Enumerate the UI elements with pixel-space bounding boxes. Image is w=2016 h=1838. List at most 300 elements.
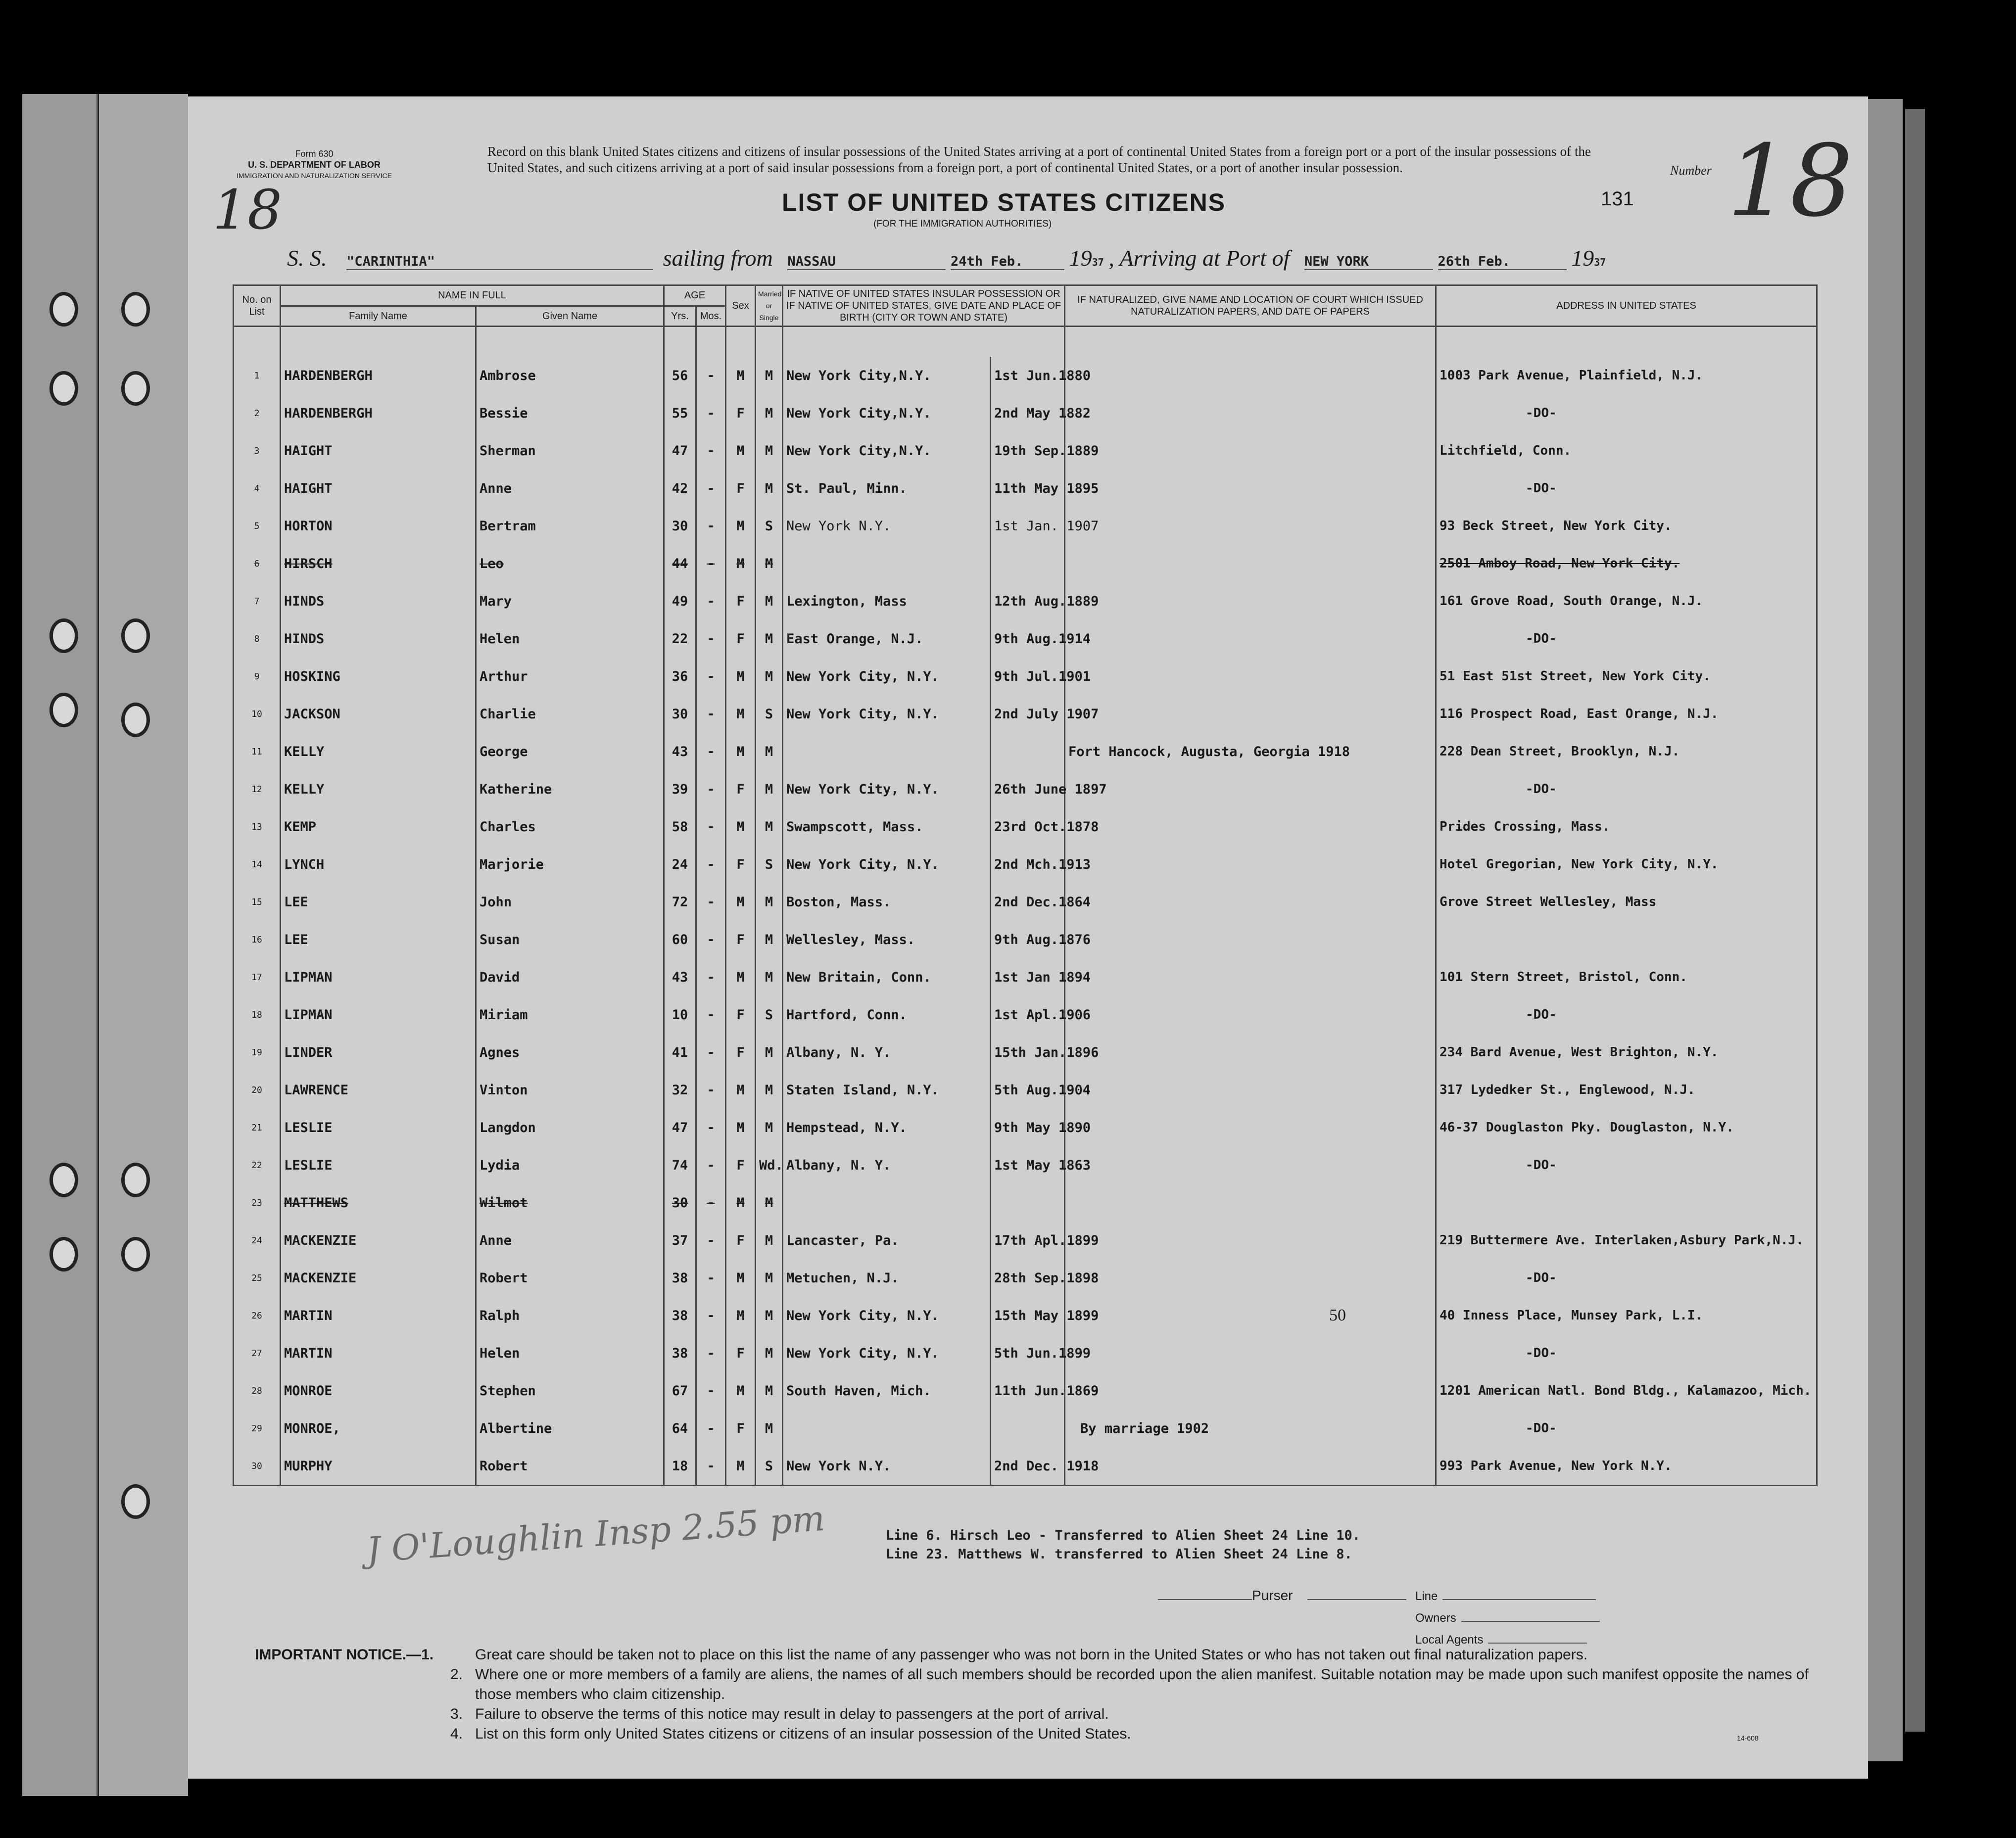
- given-name: Lydia: [476, 1146, 664, 1184]
- signature-lines: [1415, 1586, 1600, 1651]
- given-name: Albertine: [476, 1410, 664, 1447]
- birth-place: Hempstead, N.Y.: [783, 1109, 991, 1146]
- binder-hole: [49, 618, 78, 653]
- header-name-in-full: NAME IN FULL: [281, 285, 664, 306]
- row-no: 30: [234, 1447, 281, 1486]
- age-years: 47: [664, 432, 696, 470]
- sex: M: [726, 1297, 756, 1334]
- row-no: 28: [234, 1372, 281, 1410]
- age-months: -: [696, 545, 726, 582]
- table-row: [234, 958, 1817, 996]
- birth-place: Lexington, Mass: [783, 582, 991, 620]
- binder-hole: [121, 1484, 150, 1519]
- age-months: -: [696, 1297, 726, 1334]
- binder-hole: [121, 292, 150, 327]
- page-edge-shadow: [1905, 109, 1925, 1732]
- age-months: -: [696, 733, 726, 770]
- sex: M: [726, 1259, 756, 1297]
- birth-place: New York City,N.Y.: [783, 394, 991, 432]
- family-name: MONROE,: [281, 1410, 476, 1447]
- age-months: -: [696, 770, 726, 808]
- naturalization: [1065, 1034, 1436, 1071]
- birth-date: [991, 1184, 1065, 1222]
- row-no: 5: [234, 507, 281, 545]
- binder-strip: [22, 94, 98, 1796]
- family-name: HAIGHT: [281, 432, 476, 470]
- age-years: 49: [664, 582, 696, 620]
- marital-status: M: [756, 658, 783, 695]
- birth-date: 1st May 1863: [991, 1146, 1065, 1184]
- table-row: [234, 394, 1817, 432]
- family-name: MARTIN: [281, 1334, 476, 1372]
- table-row: [234, 996, 1817, 1034]
- birth-date: [991, 545, 1065, 582]
- naturalization: [1065, 1071, 1436, 1109]
- voyage-line: [287, 245, 1801, 271]
- birth-date: 11th May 1895: [991, 470, 1065, 507]
- sex: M: [726, 432, 756, 470]
- sex: M: [726, 545, 756, 582]
- birth-date: 19th Sep.1889: [991, 432, 1065, 470]
- address: -DO-: [1436, 1259, 1817, 1297]
- age-months: -: [696, 357, 726, 394]
- birth-place: New York N.Y.: [783, 507, 991, 545]
- marital-status: M: [756, 883, 783, 921]
- birth-place: Staten Island, N.Y.: [783, 1071, 991, 1109]
- header-no: No. on List: [234, 285, 281, 327]
- sex: F: [726, 394, 756, 432]
- depart-date: 24th Feb.: [951, 254, 1064, 270]
- marital-status: S: [756, 695, 783, 733]
- age-years: 30: [664, 507, 696, 545]
- age-years: 60: [664, 921, 696, 958]
- family-name: HORTON: [281, 507, 476, 545]
- birth-date: 2nd Dec. 1918: [991, 1447, 1065, 1486]
- binder-hole: [49, 371, 78, 406]
- address: 40 Inness Place, Munsey Park, L.I.: [1436, 1297, 1817, 1334]
- birth-date: 1st Apl.1906: [991, 996, 1065, 1034]
- given-name: Charles: [476, 808, 664, 846]
- address: -DO-: [1436, 394, 1817, 432]
- notice-item-4: List on this form only United States citizens or citizens of an insular possession of the United States.: [475, 1726, 1131, 1742]
- marital-status: M: [756, 620, 783, 658]
- header-mos: Mos.: [696, 306, 726, 327]
- birth-place: Lancaster, Pa.: [783, 1222, 991, 1259]
- sex: M: [726, 958, 756, 996]
- sex: M: [726, 1447, 756, 1486]
- row-no: 20: [234, 1071, 281, 1109]
- age-years: 32: [664, 1071, 696, 1109]
- marital-status: M: [756, 770, 783, 808]
- naturalization: [1065, 808, 1436, 846]
- given-name: Langdon: [476, 1109, 664, 1146]
- given-name: Ralph: [476, 1297, 664, 1334]
- naturalization: [1065, 1222, 1436, 1259]
- birth-date: 15th Jan.1896: [991, 1034, 1065, 1071]
- row-no: 22: [234, 1146, 281, 1184]
- age-years: 43: [664, 733, 696, 770]
- row-no: 23: [234, 1184, 281, 1222]
- binder-hole: [121, 703, 150, 737]
- binder-hole: [121, 618, 150, 653]
- given-name: Robert: [476, 1259, 664, 1297]
- table-row: [234, 1109, 1817, 1146]
- birth-date: [991, 733, 1065, 770]
- birth-place: [783, 1184, 991, 1222]
- row-no: 4: [234, 470, 281, 507]
- given-name: Agnes: [476, 1034, 664, 1071]
- address: Grove Street Wellesley, Mass: [1436, 883, 1817, 921]
- family-name: HIRSCH: [281, 545, 476, 582]
- marital-status: M: [756, 1334, 783, 1372]
- marital-status: M: [756, 733, 783, 770]
- given-name: George: [476, 733, 664, 770]
- binder-hole: [49, 693, 78, 727]
- given-name: Anne: [476, 1222, 664, 1259]
- naturalization: [1065, 695, 1436, 733]
- birth-date: 9th Jul.1901: [991, 658, 1065, 695]
- birth-date: 5th Aug.1904: [991, 1071, 1065, 1109]
- age-years: 43: [664, 958, 696, 996]
- birth-place: New York City,N.Y.: [783, 357, 991, 394]
- birth-place: Swampscott, Mass.: [783, 808, 991, 846]
- given-name: Leo: [476, 545, 664, 582]
- age-years: 44: [664, 545, 696, 582]
- family-name: HAIGHT: [281, 470, 476, 507]
- naturalization: 50: [1065, 1297, 1436, 1334]
- binder-hole: [49, 1237, 78, 1272]
- notice-item-1: Great care should be taken not to place on this list the name of any passenger who was not born in the United States or who has not taken out final naturalization papers.: [475, 1647, 1588, 1663]
- table-row: [234, 1259, 1817, 1297]
- row-no: 29: [234, 1410, 281, 1447]
- age-months: -: [696, 1447, 726, 1486]
- family-name: KELLY: [281, 770, 476, 808]
- naturalization: [1065, 996, 1436, 1034]
- age-years: 47: [664, 1109, 696, 1146]
- sex: M: [726, 357, 756, 394]
- birth-place: Albany, N. Y.: [783, 1034, 991, 1071]
- birth-place: New Britain, Conn.: [783, 958, 991, 996]
- birth-date: 15th May 1899: [991, 1297, 1065, 1334]
- row-no: 12: [234, 770, 281, 808]
- important-notice: [255, 1645, 1828, 1744]
- form-id-block: [233, 148, 396, 181]
- marital-status: M: [756, 1222, 783, 1259]
- birth-date: 9th Aug.1876: [991, 921, 1065, 958]
- age-years: 38: [664, 1297, 696, 1334]
- row-no: 1: [234, 357, 281, 394]
- family-name: MATTHEWS: [281, 1184, 476, 1222]
- table-row: [234, 658, 1817, 695]
- birth-date: 11th Jun.1869: [991, 1372, 1065, 1410]
- to-port: NEW YORK: [1304, 254, 1433, 270]
- table-row: [234, 883, 1817, 921]
- family-name: LYNCH: [281, 846, 476, 883]
- record-instructions: Record on this blank United States citizens and citizens of insular possessions of the United States arriving at a port of continental United States from a foreign port or a port of the insular possessions of the United States, and such citizens arriving at a port of said insular possessions from a foreign port, a port of continental United States, or a port of another insular possession.: [487, 144, 1591, 175]
- form-number: Form 630: [295, 149, 334, 159]
- family-name: HINDS: [281, 620, 476, 658]
- sex: M: [726, 658, 756, 695]
- birth-place: [783, 545, 991, 582]
- sheet-number: 18: [1727, 124, 1853, 239]
- binder-hole: [49, 1163, 78, 1197]
- birth-date: 2nd Dec.1864: [991, 883, 1065, 921]
- binder-margin: [99, 94, 188, 1796]
- margin-sheet-mark: 18: [213, 178, 282, 241]
- header-yrs: Yrs.: [664, 306, 696, 327]
- sex: M: [726, 1071, 756, 1109]
- depart-year: 37: [1092, 256, 1104, 268]
- age-years: 42: [664, 470, 696, 507]
- naturalization: [1065, 1184, 1436, 1222]
- address: [1436, 921, 1817, 958]
- family-name: MURPHY: [281, 1447, 476, 1486]
- row-no: 26: [234, 1297, 281, 1334]
- address: 51 East 51st Street, New York City.: [1436, 658, 1817, 695]
- year-prefix: 19: [1069, 245, 1092, 271]
- owners-label: Owners: [1415, 1611, 1456, 1625]
- header-given-name: Given Name: [476, 306, 664, 327]
- age-months: -: [696, 1034, 726, 1071]
- marital-status: M: [756, 1034, 783, 1071]
- naturalization: [1065, 507, 1436, 545]
- row-no: 19: [234, 1034, 281, 1071]
- table-row: [234, 695, 1817, 733]
- family-name: LINDER: [281, 1034, 476, 1071]
- sex: F: [726, 1034, 756, 1071]
- table-row: [234, 808, 1817, 846]
- header-naturalized: IF NATURALIZED, GIVE NAME AND LOCATION OF COURT WHICH ISSUED NATURALIZATION PAPERS, AND DATE OF PAPERS: [1065, 285, 1436, 327]
- row-no: 13: [234, 808, 281, 846]
- marital-status: M: [756, 1410, 783, 1447]
- row-no: 14: [234, 846, 281, 883]
- arrive-year: 37: [1594, 256, 1606, 268]
- age-years: 38: [664, 1334, 696, 1372]
- age-years: 55: [664, 394, 696, 432]
- naturalization: [1065, 470, 1436, 507]
- table-row: [234, 470, 1817, 507]
- age-months: -: [696, 921, 726, 958]
- table-spacer: [234, 327, 1817, 357]
- purser-line: [1158, 1586, 1406, 1605]
- age-months: -: [696, 1222, 726, 1259]
- birth-place: Hartford, Conn.: [783, 996, 991, 1034]
- service: IMMIGRATION AND NATURALIZATION SERVICE: [237, 172, 392, 180]
- transfer-note: Line 6. Hirsch Leo - Transferred to Alien Sheet 24 Line 10.: [886, 1528, 1361, 1543]
- table-row-struck: [234, 545, 1817, 582]
- row-no: 9: [234, 658, 281, 695]
- family-name: HOSKING: [281, 658, 476, 695]
- arriving-label: , Arriving at Port of: [1108, 245, 1290, 271]
- address: -DO-: [1436, 996, 1817, 1034]
- age-months: -: [696, 1071, 726, 1109]
- inspector-signature: J O'Loughlin Insp 2.55 pm: [365, 1498, 826, 1571]
- sailing-label: sailing from: [663, 245, 773, 271]
- sex: F: [726, 1334, 756, 1372]
- birth-place: New York City, N.Y.: [783, 695, 991, 733]
- naturalization: [1065, 883, 1436, 921]
- address: 317 Lydedker St., Englewood, N.J.: [1436, 1071, 1817, 1109]
- number-label: Number: [1670, 163, 1712, 178]
- birth-date: 2nd Mch.1913: [991, 846, 1065, 883]
- birth-date: 23rd Oct.1878: [991, 808, 1065, 846]
- age-years: 30: [664, 695, 696, 733]
- family-name: MARTIN: [281, 1297, 476, 1334]
- marital-status: M: [756, 394, 783, 432]
- family-name: LESLIE: [281, 1146, 476, 1184]
- birth-place: [783, 733, 991, 770]
- naturalization: [1065, 958, 1436, 996]
- marital-status: M: [756, 582, 783, 620]
- marital-status: M: [756, 357, 783, 394]
- age-months: -: [696, 695, 726, 733]
- given-name: Helen: [476, 620, 664, 658]
- sex: F: [726, 470, 756, 507]
- table-row: [234, 770, 1817, 808]
- birth-place: Wellesley, Mass.: [783, 921, 991, 958]
- table-row: [234, 1447, 1817, 1486]
- sheet-code: 131: [1601, 188, 1634, 210]
- age-months: -: [696, 808, 726, 846]
- birth-date: 9th May 1890: [991, 1109, 1065, 1146]
- header-address: ADDRESS IN UNITED STATES: [1436, 285, 1817, 327]
- table-row: [234, 846, 1817, 883]
- marital-status: S: [756, 507, 783, 545]
- birth-date: 2nd May 1882: [991, 394, 1065, 432]
- arrive-year-prefix: 19: [1571, 245, 1594, 271]
- row-no: 18: [234, 996, 281, 1034]
- family-name: HINDS: [281, 582, 476, 620]
- birth-place: Boston, Mass.: [783, 883, 991, 921]
- naturalization: [1065, 770, 1436, 808]
- row-no: 15: [234, 883, 281, 921]
- page-edge: [1868, 99, 1903, 1761]
- row-no: 8: [234, 620, 281, 658]
- naturalization: [1065, 1146, 1436, 1184]
- sex: M: [726, 808, 756, 846]
- age-months: -: [696, 620, 726, 658]
- department: U. S. DEPARTMENT OF LABOR: [248, 160, 381, 170]
- address: Hotel Gregorian, New York City, N.Y.: [1436, 846, 1817, 883]
- sex: F: [726, 846, 756, 883]
- birth-place: New York City, N.Y.: [783, 770, 991, 808]
- marital-status: M: [756, 808, 783, 846]
- marital-status: M: [756, 1297, 783, 1334]
- age-months: -: [696, 432, 726, 470]
- address: -DO-: [1436, 1334, 1817, 1372]
- age-years: 67: [664, 1372, 696, 1410]
- family-name: LEE: [281, 883, 476, 921]
- naturalization: Fort Hancock, Augusta, Georgia 1918: [1065, 733, 1436, 770]
- family-name: KEMP: [281, 808, 476, 846]
- address: 993 Park Avenue, New York N.Y.: [1436, 1447, 1817, 1486]
- given-name: Vinton: [476, 1071, 664, 1109]
- binder-hole: [121, 1237, 150, 1272]
- header-married: Married or Single: [756, 285, 783, 327]
- birth-date: 2nd July 1907: [991, 695, 1065, 733]
- row-no: 24: [234, 1222, 281, 1259]
- given-name: Katherine: [476, 770, 664, 808]
- age-months: -: [696, 883, 726, 921]
- family-name: LIPMAN: [281, 958, 476, 996]
- address: [1436, 1184, 1817, 1222]
- naturalization: [1065, 394, 1436, 432]
- given-name: Arthur: [476, 658, 664, 695]
- birth-place: St. Paul, Minn.: [783, 470, 991, 507]
- table-row: [234, 1071, 1817, 1109]
- address: -DO-: [1436, 770, 1817, 808]
- row-no: 7: [234, 582, 281, 620]
- age-years: 18: [664, 1447, 696, 1486]
- address: 234 Bard Avenue, West Brighton, N.Y.: [1436, 1034, 1817, 1071]
- age-months: -: [696, 1410, 726, 1447]
- given-name: Bessie: [476, 394, 664, 432]
- birth-place: New York City, N.Y.: [783, 846, 991, 883]
- naturalization: [1065, 582, 1436, 620]
- given-name: Bertram: [476, 507, 664, 545]
- row-no: 27: [234, 1334, 281, 1372]
- sex: M: [726, 695, 756, 733]
- age-months: -: [696, 582, 726, 620]
- address: 1003 Park Avenue, Plainfield, N.J.: [1436, 357, 1817, 394]
- table-row: [234, 1034, 1817, 1071]
- marital-status: M: [756, 470, 783, 507]
- notice-item-3: Failure to observe the terms of this notice may result in delay to passengers at the port of arrival.: [475, 1706, 1109, 1722]
- naturalization: [1065, 432, 1436, 470]
- arrive-date: 26th Feb.: [1438, 254, 1567, 270]
- family-name: JACKSON: [281, 695, 476, 733]
- sex: M: [726, 1372, 756, 1410]
- marital-status: M: [756, 432, 783, 470]
- age-years: 30: [664, 1184, 696, 1222]
- marital-status: M: [756, 1259, 783, 1297]
- table-row: [234, 357, 1817, 394]
- birth-date: 26th June 1897: [991, 770, 1065, 808]
- sex: F: [726, 1410, 756, 1447]
- age-months: -: [696, 958, 726, 996]
- marital-status: M: [756, 1071, 783, 1109]
- birth-date: 5th Jun.1899: [991, 1334, 1065, 1372]
- sex: F: [726, 1146, 756, 1184]
- given-name: Miriam: [476, 996, 664, 1034]
- birth-place: New York City, N.Y.: [783, 658, 991, 695]
- given-name: Susan: [476, 921, 664, 958]
- table-row: [234, 1297, 1817, 1334]
- age-months: -: [696, 1334, 726, 1372]
- marital-status: S: [756, 846, 783, 883]
- notice-num-2: 2.: [450, 1666, 463, 1683]
- address: -DO-: [1436, 1146, 1817, 1184]
- given-name: John: [476, 883, 664, 921]
- birth-place: Albany, N. Y.: [783, 1146, 991, 1184]
- address: -DO-: [1436, 470, 1817, 507]
- family-name: LAWRENCE: [281, 1071, 476, 1109]
- age-years: 36: [664, 658, 696, 695]
- sex: F: [726, 620, 756, 658]
- birth-place: East Orange, N.J.: [783, 620, 991, 658]
- address: 2501 Amboy Road, New York City.: [1436, 545, 1817, 582]
- address: 161 Grove Road, South Orange, N.J.: [1436, 582, 1817, 620]
- form-code: 14-608: [1737, 1734, 1759, 1742]
- table-row: [234, 1410, 1817, 1447]
- table-row: [234, 733, 1817, 770]
- age-years: 39: [664, 770, 696, 808]
- naturalization: [1065, 620, 1436, 658]
- marital-status: S: [756, 1447, 783, 1486]
- age-months: -: [696, 1372, 726, 1410]
- sex: F: [726, 1222, 756, 1259]
- family-name: HARDENBERGH: [281, 357, 476, 394]
